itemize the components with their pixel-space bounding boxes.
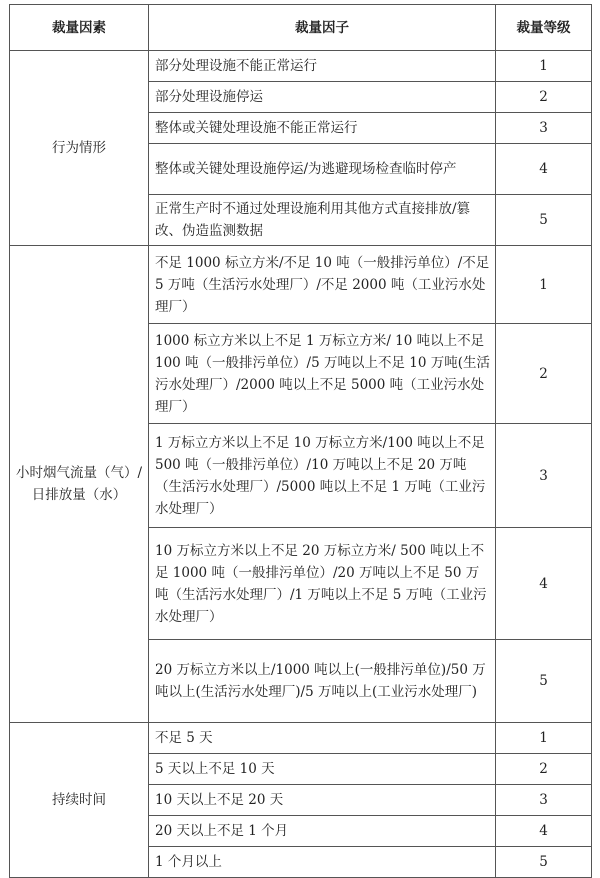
item-desc: 不足 1000 标立方米/不足 10 吨（一般排污单位）/不足 5 万吨（生活污水处理厂）/不足 2000 吨（工业污水处理厂） [149, 246, 496, 324]
item-desc: 1000 标立方米以上不足 1 万标立方米/ 10 吨以上不足 100 吨（一般排污单位）/5 万吨以上不足 10 万吨(生活污水处理厂）/2000 吨以上不足 5000 吨（工业污水处理厂） [149, 324, 496, 424]
level-value: 3 [496, 424, 592, 528]
item-desc: 整体或关键处理设施不能正常运行 [149, 113, 496, 144]
item-desc: 20 万标立方米以上/1000 吨以上(一般排污单位)/50 万吨以上(生活污水处理厂)/5 万吨以上(工业污水处理厂) [149, 640, 496, 723]
header-item: 裁量因子 [149, 5, 496, 51]
item-desc: 部分处理设施停运 [149, 82, 496, 113]
table-row [10, 723, 592, 754]
factor-behavior: 行为情形 [10, 51, 149, 246]
level-value: 5 [496, 847, 592, 878]
item-desc: 不足 5 天 [149, 723, 496, 754]
item-desc: 正常生产时不通过处理设施利用其他方式直接排放/篡改、伪造监测数据 [149, 195, 496, 246]
level-value: 4 [496, 816, 592, 847]
level-value: 1 [496, 246, 592, 324]
level-value: 2 [496, 82, 592, 113]
header-level: 裁量等级 [496, 5, 592, 51]
item-desc: 10 天以上不足 20 天 [149, 785, 496, 816]
level-value: 2 [496, 324, 592, 424]
item-desc: 10 万标立方米以上不足 20 万标立方米/ 500 吨以上不足 1000 吨（一般排污单位）/20 万吨以上不足 50 万吨（生活污水处理厂）/1 万吨以上不足 5 万吨（工业污水处理厂） [149, 528, 496, 640]
item-desc: 1 个月以上 [149, 847, 496, 878]
item-desc: 20 天以上不足 1 个月 [149, 816, 496, 847]
level-value: 4 [496, 144, 592, 195]
item-desc: 5 天以上不足 10 天 [149, 754, 496, 785]
item-desc: 部分处理设施不能正常运行 [149, 51, 496, 82]
item-desc: 整体或关键处理设施停运/为逃避现场检查临时停产 [149, 144, 496, 195]
table-row [10, 51, 592, 82]
item-desc: 1 万标立方米以上不足 10 万标立方米/100 吨以上不足 500 吨（一般排污单位）/10 万吨以上不足 20 万吨（生活污水处理厂）/5000 吨以上不足 1 万吨（工业污水处理厂） [149, 424, 496, 528]
discretion-table [9, 4, 592, 878]
level-value: 1 [496, 723, 592, 754]
level-value: 5 [496, 640, 592, 723]
header-factor: 裁量因素 [10, 5, 149, 51]
header-row [10, 5, 592, 51]
level-value: 3 [496, 785, 592, 816]
level-value: 4 [496, 528, 592, 640]
table-row [10, 246, 592, 324]
level-value: 1 [496, 51, 592, 82]
level-value: 5 [496, 195, 592, 246]
factor-flow-volume: 小时烟气流量（气）/日排放量（水） [10, 246, 149, 723]
level-value: 2 [496, 754, 592, 785]
level-value: 3 [496, 113, 592, 144]
factor-duration: 持续时间 [10, 723, 149, 878]
